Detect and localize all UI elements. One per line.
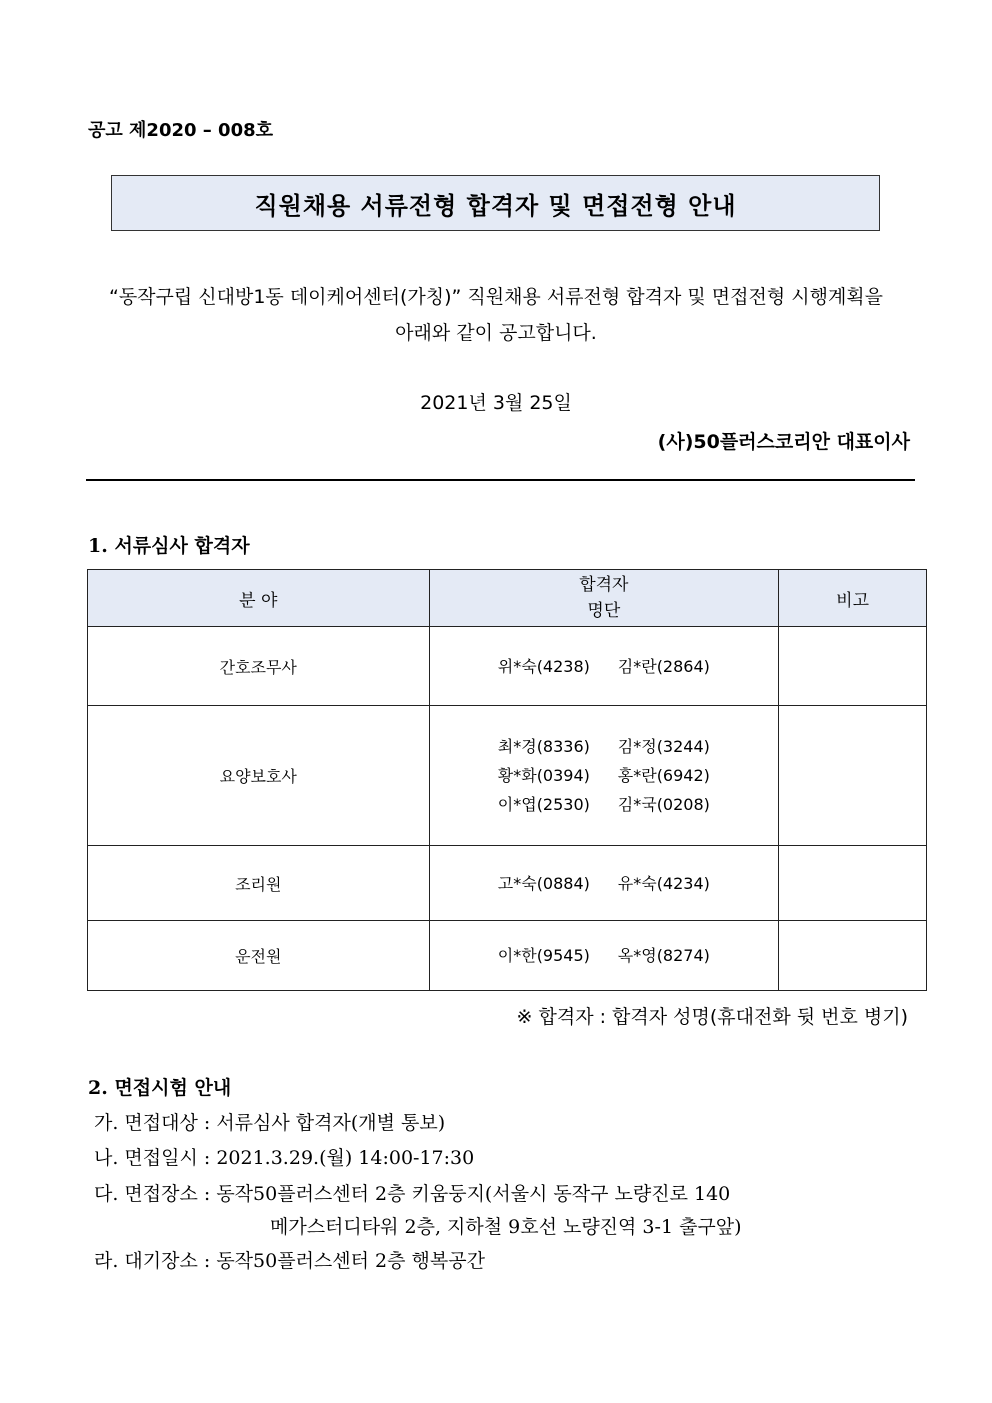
- passers-table: [87, 569, 927, 991]
- header-passers-line2: 명단: [587, 601, 621, 621]
- field-cell: 운전원: [88, 921, 430, 991]
- field-cell: 요양보호사: [88, 706, 430, 846]
- field-cell: 조리원: [88, 846, 430, 921]
- table-header-row: [88, 570, 927, 627]
- names-cell: [429, 846, 779, 921]
- passer-name: 이*한(9545): [497, 946, 590, 965]
- interview-location-continuation: 메가스터디타워 2층, 지하철 9호선 노량진역 3-1 출구앞): [270, 1216, 742, 1238]
- divider-line: [86, 479, 915, 481]
- passer-name: 고*숙(0884): [497, 873, 590, 893]
- names-cell: [429, 627, 779, 706]
- notice-date: 2021년 3월 25일: [420, 392, 572, 414]
- document-title: 직원채용 서류전형 합격자 및 면접전형 안내: [111, 175, 880, 231]
- header-note: 비고: [779, 570, 927, 627]
- table-row: [88, 706, 927, 846]
- intro-line-1: “동작구립 신대방1동 데이케어센터(가칭)” 직원채용 서류전형 합격자 및 면접전형 시행계획을: [108, 286, 884, 308]
- passer-name: 이*엽(2530): [497, 795, 590, 814]
- interview-target-item: 가. 면접대상 : 서류심사 합격자(개별 통보): [94, 1112, 446, 1134]
- table-row: [88, 846, 927, 921]
- table-footnote: ※ 합격자 : 합격자 성명(휴대전화 뒷 번호 병기): [516, 1006, 908, 1028]
- names-cell: [429, 706, 779, 846]
- passer-name: 김*국(0208): [617, 795, 710, 814]
- interview-datetime-item: 나. 면접일시 : 2021.3.29.(월) 14:00-17:30: [94, 1147, 475, 1169]
- note-cell: [779, 706, 927, 846]
- names-cell: [429, 921, 779, 991]
- note-cell: [779, 846, 927, 921]
- table-row: [88, 921, 927, 991]
- passer-name: 황*화(0394): [497, 766, 590, 785]
- organization-signature: (사)50플러스코리안 대표이사: [657, 431, 910, 453]
- section2-title: 2. 면접시험 안내: [88, 1077, 232, 1099]
- passer-name: 유*숙(4234): [617, 873, 710, 893]
- header-passers-line1: 합격자: [579, 575, 629, 595]
- intro-line-2: 아래와 같이 공고합니다.: [395, 322, 597, 344]
- section1-title: 1. 서류심사 합격자: [88, 535, 250, 557]
- passer-name: 김*란(2864): [617, 656, 710, 676]
- passer-name: 옥*영(8274): [617, 946, 710, 965]
- header-field: 분 야: [88, 570, 430, 627]
- waiting-area-item: 라. 대기장소 : 동작50플러스센터 2층 행복공간: [94, 1250, 485, 1272]
- passer-name: 홍*란(6942): [617, 766, 710, 785]
- header-passers: [429, 570, 779, 627]
- notice-number: 공고 제2020 – 008호: [88, 120, 274, 141]
- note-cell: [779, 921, 927, 991]
- passer-name: 위*숙(4238): [497, 656, 590, 676]
- table-row: [88, 627, 927, 706]
- passer-name: 김*정(3244): [617, 737, 710, 756]
- passer-name: 최*경(8336): [497, 737, 590, 756]
- interview-location-item: 다. 면접장소 : 동작50플러스센터 2층 키움둥지(서울시 동작구 노량진로 140: [94, 1183, 731, 1205]
- note-cell: [779, 627, 927, 706]
- field-cell: 간호조무사: [88, 627, 430, 706]
